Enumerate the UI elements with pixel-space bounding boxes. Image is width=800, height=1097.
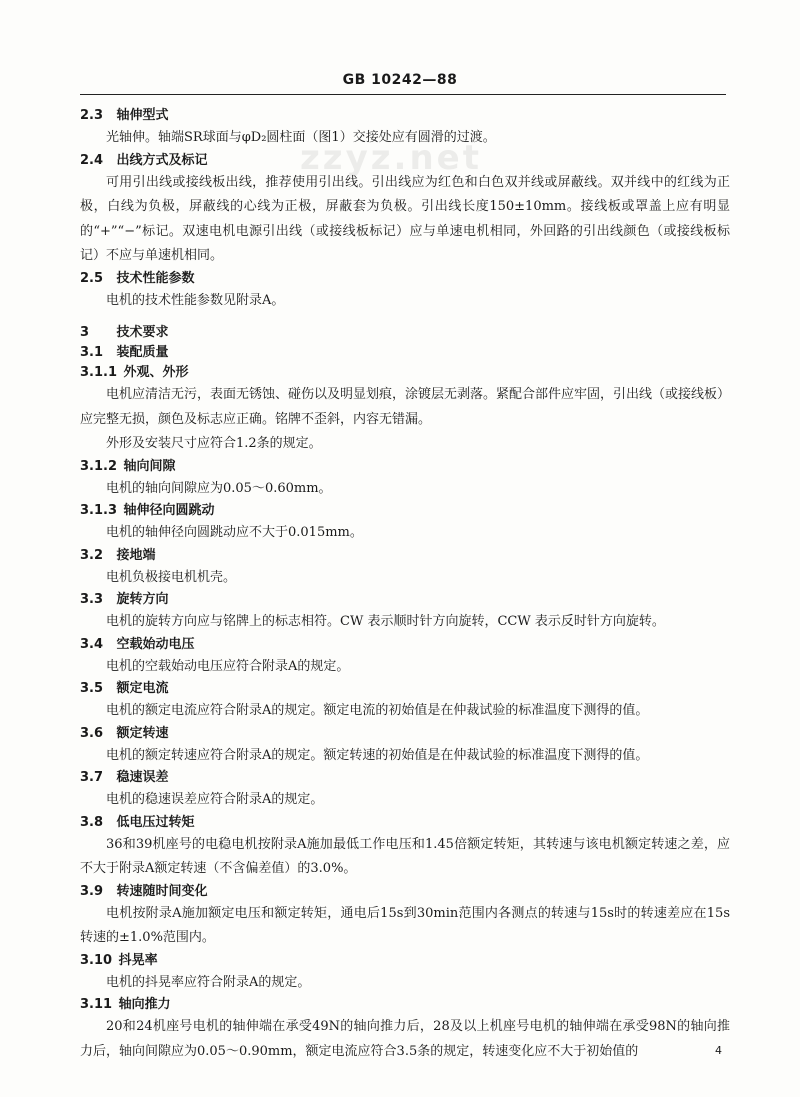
section-number: 3.5 (80, 681, 104, 696)
section-title: 外观、外形 (123, 365, 189, 380)
section-paragraph: 电机负极接电机机壳。 (106, 569, 237, 585)
section-paragraph: 光轴伸。轴端SR球面与φD₂圆柱面（图1）交接处应有圆滑的过渡。 (106, 130, 496, 145)
section-number: 3.4 (80, 636, 104, 652)
section-paragraph: 电机的旋转方向应与铭牌上的标志相符。CW 表示顺时针方向旋转，CCW 表示反时针方向旋转。 (106, 614, 665, 629)
section-paragraph: 电机的技术性能参数见附录A。 (106, 292, 285, 308)
section-heading (80, 724, 730, 744)
section-heading (80, 343, 730, 363)
section-paragraph: 36和39机座号的电稳电机按附录A施加最低工作电压和1.45倍额定转矩，其转速与该电机额定转速之差，应不大于附录A额定转速（不含偏差值）的3.0%。 (80, 836, 730, 876)
section-title: 出线方式及标记 (116, 152, 208, 168)
section-paragraph: 电机的抖晃率应符合附录A的规定。 (106, 974, 311, 990)
section-heading (80, 363, 730, 383)
section-heading (80, 501, 730, 521)
page-number: 4 (715, 1044, 722, 1057)
section-number: 2.3 (80, 108, 104, 123)
document-body (80, 106, 730, 1064)
section-heading (80, 768, 730, 788)
section-paragraph: 20和24机座号电机的轴伸端在承受49N的轴向推力后，28及以上机座号电机的轴伸端在承受98N的轴向推力后，轴向间隙应为0.05～0.90mm，额定电流应符合3.5条的规定，转速变化应不大于初始值的 (80, 1019, 730, 1059)
section-title: 空载始动电压 (116, 636, 195, 652)
section-paragraph: 电机的额定电流应符合附录A的规定。额定电流的初始值是在仲裁试验的标准温度下测得的值。 (106, 703, 649, 718)
section-heading (80, 269, 730, 289)
section-number: 3.10 (80, 952, 113, 968)
section-title: 轴伸型式 (116, 108, 169, 123)
section-heading (80, 457, 730, 477)
section-heading (80, 882, 730, 902)
section-paragraph: 电机按附录A施加额定电压和额定转矩，通电后15s到30min范围内各测点的转速与15s时的转速差应在15s转速的±1.0%范围内。 (80, 905, 730, 945)
section-title: 额定转速 (116, 725, 169, 741)
header-rule (80, 94, 726, 95)
section-heading (80, 679, 730, 699)
standard-number-header: GB 10242—88 (342, 72, 458, 88)
section-heading (80, 323, 730, 343)
section-title: 抖晃率 (118, 952, 158, 968)
section-heading (80, 151, 730, 171)
section-paragraph: 可用引出线或接线板出线，推荐使用引出线。引出线应为红色和白色双并线或屏蔽线。双并线中的红线为正极，白线为负极，屏蔽线的心线为正极，屏蔽套为负极。引出线长度150±10mm。接线板或罩盖上应有明显的“+”“−”标记。双速电机电源引出线（或接线板标记）应与单速电机相同，外回路的引出线颜色（或接线板标记）不应与单速机相同。 (80, 174, 730, 263)
section-paragraph: 电机的稳速误差应符合附录A的规定。 (106, 792, 324, 807)
section-number: 3.9 (80, 883, 104, 899)
section-title: 轴向间隙 (123, 458, 176, 474)
section-paragraph: 电机应清洁无污，表面无锈蚀、碰伤以及明显划痕，涂镀层无剥落。紧配合部件应牢固，引出线（或接线板）应完整无损，颜色及标志应正确。铭牌不歪斜，内容无错漏。 (80, 387, 731, 427)
section-heading (80, 813, 730, 833)
section-paragraph: 外形及安装尺寸应符合1.2条的规定。 (106, 436, 322, 451)
section-title: 转速随时间变化 (116, 883, 208, 899)
section-number: 2.5 (80, 270, 104, 286)
section-title: 装配质量 (116, 345, 169, 360)
section-number: 3.2 (80, 547, 104, 563)
section-number: 3.1.3 (80, 503, 118, 518)
section-number: 3.1.1 (80, 365, 118, 380)
section-heading (80, 106, 730, 126)
section-number: 3.1 (80, 345, 104, 360)
section-number: 3.7 (80, 770, 104, 785)
section-title: 轴伸径向圆跳动 (123, 503, 215, 518)
section-heading (80, 951, 730, 971)
section-paragraph: 电机的额定转速应符合附录A的规定。额定转速的初始值是在仲裁试验的标准温度下测得的值。 (106, 747, 649, 763)
section-number: 3.1.2 (80, 458, 118, 474)
section-title: 轴向推力 (118, 997, 171, 1012)
section-number: 3.8 (80, 814, 104, 830)
section-title: 技术要求 (116, 325, 169, 340)
section-number: 2.4 (80, 152, 104, 168)
watermark: zzyz.net (300, 138, 482, 178)
section-heading (80, 635, 730, 655)
section-number: 3 (80, 325, 90, 340)
section-number: 3.3 (80, 592, 104, 607)
section-title: 接地端 (116, 547, 156, 563)
section-number: 3.6 (80, 725, 104, 741)
section-title: 稳速误差 (116, 770, 169, 785)
section-heading (80, 546, 730, 566)
section-heading (80, 995, 730, 1015)
section-number: 3.11 (80, 997, 113, 1012)
section-paragraph: 电机的轴伸径向圆跳动应不大于0.015mm。 (106, 525, 363, 540)
section-title: 旋转方向 (116, 592, 169, 607)
section-title: 低电压过转矩 (116, 814, 195, 830)
section-title: 技术性能参数 (116, 270, 195, 286)
section-paragraph: 电机的轴向间隙应为0.05～0.60mm。 (106, 480, 332, 496)
section-title: 额定电流 (116, 681, 169, 696)
section-paragraph: 电机的空载始动电压应符合附录A的规定。 (106, 658, 350, 674)
section-heading (80, 590, 730, 610)
